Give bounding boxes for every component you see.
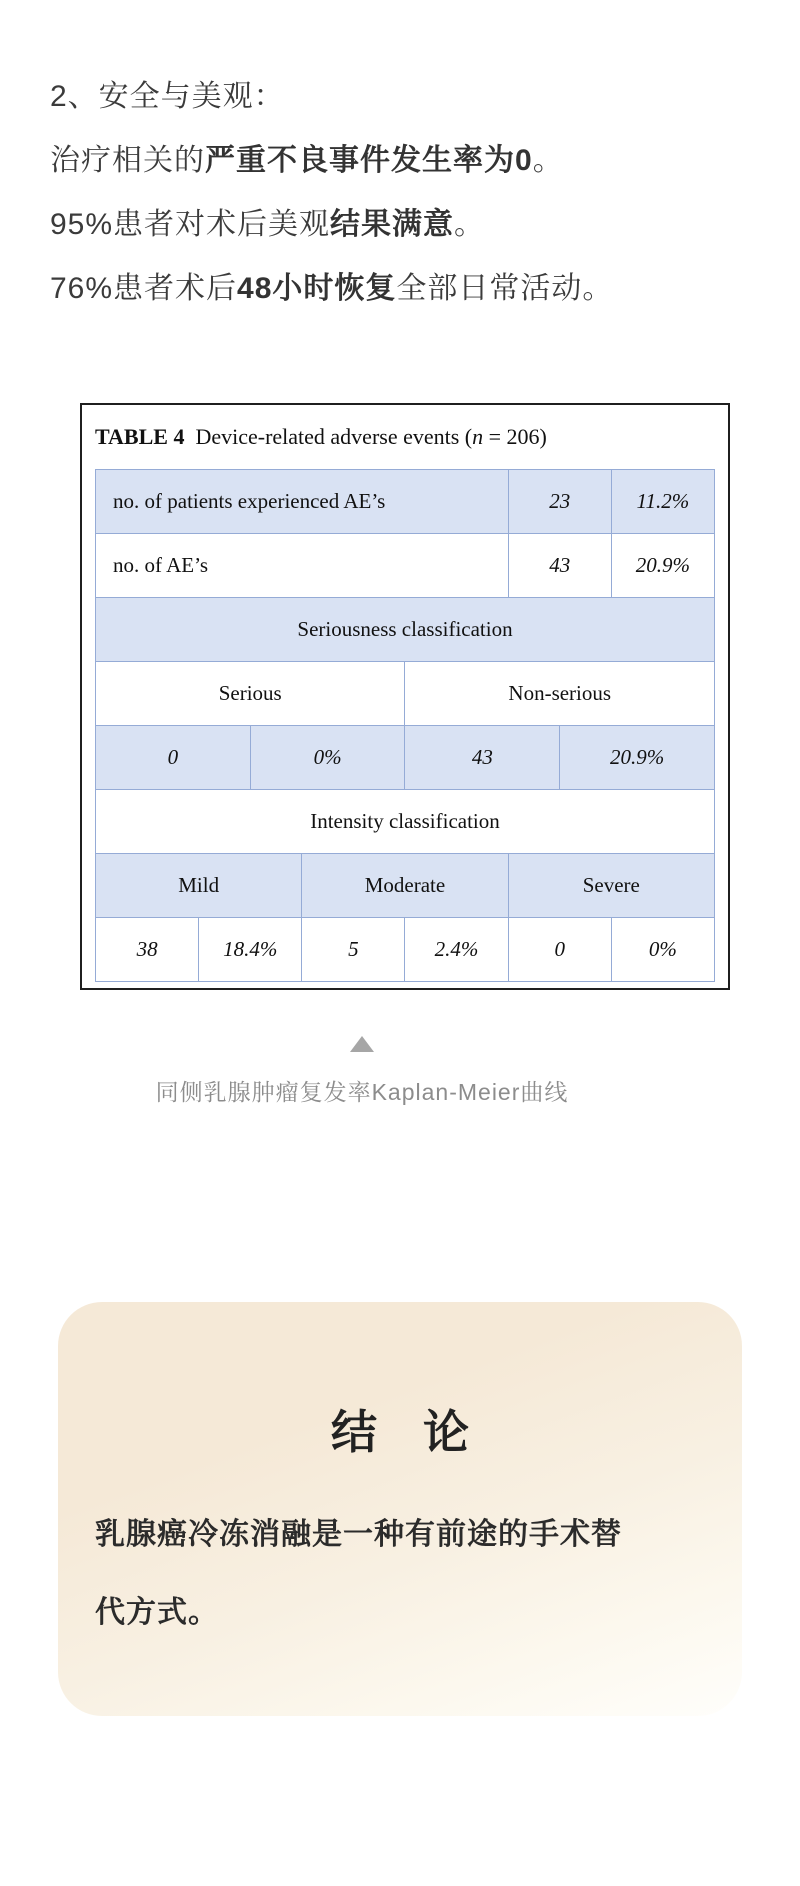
table-title-part: n xyxy=(472,424,484,449)
intro-lines xyxy=(50,129,760,321)
table-row xyxy=(96,726,715,790)
intro-heading: 2、安全与美观： xyxy=(50,80,285,113)
conclusion-title: 结 论 xyxy=(331,1407,469,1458)
figure-caption xyxy=(0,1036,724,1109)
table-row xyxy=(96,662,715,726)
table-cell: 2.4% xyxy=(405,918,508,982)
table-cell: 38 xyxy=(96,918,199,982)
table-row xyxy=(96,470,715,534)
table-cell: 5 xyxy=(302,918,405,982)
table-cell: 11.2% xyxy=(611,470,714,534)
figure-caption-text: 同侧乳腺肿瘤复发率Kaplan-Meier曲线 xyxy=(155,1079,569,1105)
table-cell: 20.9% xyxy=(560,726,715,790)
table-cell: 18.4% xyxy=(199,918,302,982)
intro-line xyxy=(50,129,760,193)
table-cell: Moderate xyxy=(302,854,508,918)
intro-line xyxy=(50,257,760,321)
table-cell: 43 xyxy=(405,726,560,790)
intro-emphasis: 严重不良事件发生率为0 xyxy=(205,144,533,177)
intro-section xyxy=(50,65,760,321)
table-cell: 43 xyxy=(508,534,611,598)
intro-text: 76%患者术后 xyxy=(50,272,238,305)
table-cell: 0% xyxy=(250,726,405,790)
table-row xyxy=(96,534,715,598)
table-cell: Mild xyxy=(96,854,302,918)
table-cell: 0% xyxy=(611,918,714,982)
intro-text: 。 xyxy=(532,144,564,177)
adverse-events-table xyxy=(95,469,715,982)
table-cell: no. of AE’s xyxy=(96,534,509,598)
conclusion-body-line: 代方式。 xyxy=(95,1596,219,1629)
intro-emphasis: 结果满意 xyxy=(330,208,455,241)
intro-text: 全部日常活动。 xyxy=(396,272,614,305)
table-cell: Severe xyxy=(508,854,714,918)
intro-emphasis: 48小时恢复 xyxy=(237,272,397,305)
table-row xyxy=(96,598,715,662)
intro-line xyxy=(50,193,760,257)
conclusion-card xyxy=(58,1302,742,1716)
conclusion-body-line: 乳腺癌冷冻消融是一种有前途的手术替 xyxy=(95,1518,622,1551)
table-title-part: = 206) xyxy=(483,424,547,449)
table-cell: 0 xyxy=(508,918,611,982)
adverse-events-table-figure xyxy=(80,403,730,990)
conclusion-body xyxy=(58,1496,742,1652)
table-cell: 0 xyxy=(96,726,251,790)
table-cell: 20.9% xyxy=(611,534,714,598)
table-row xyxy=(96,854,715,918)
intro-text: 95%患者对术后美观 xyxy=(50,208,331,241)
table-title xyxy=(82,405,728,469)
intro-text: 治疗相关的 xyxy=(50,144,205,177)
table-row xyxy=(96,790,715,854)
table-cell: 23 xyxy=(508,470,611,534)
table-cell: Non-serious xyxy=(405,662,715,726)
triangle-up-icon xyxy=(350,1036,374,1052)
table-row xyxy=(96,918,715,982)
table-cell: Seriousness classification xyxy=(96,598,715,662)
table-title-part: TABLE 4 xyxy=(95,424,185,449)
table-cell: no. of patients experienced AE’s xyxy=(96,470,509,534)
intro-text: 。 xyxy=(454,208,486,241)
table-cell: Intensity classification xyxy=(96,790,715,854)
table-title-part: Device-related adverse events ( xyxy=(184,424,473,449)
table-cell: Serious xyxy=(96,662,405,726)
